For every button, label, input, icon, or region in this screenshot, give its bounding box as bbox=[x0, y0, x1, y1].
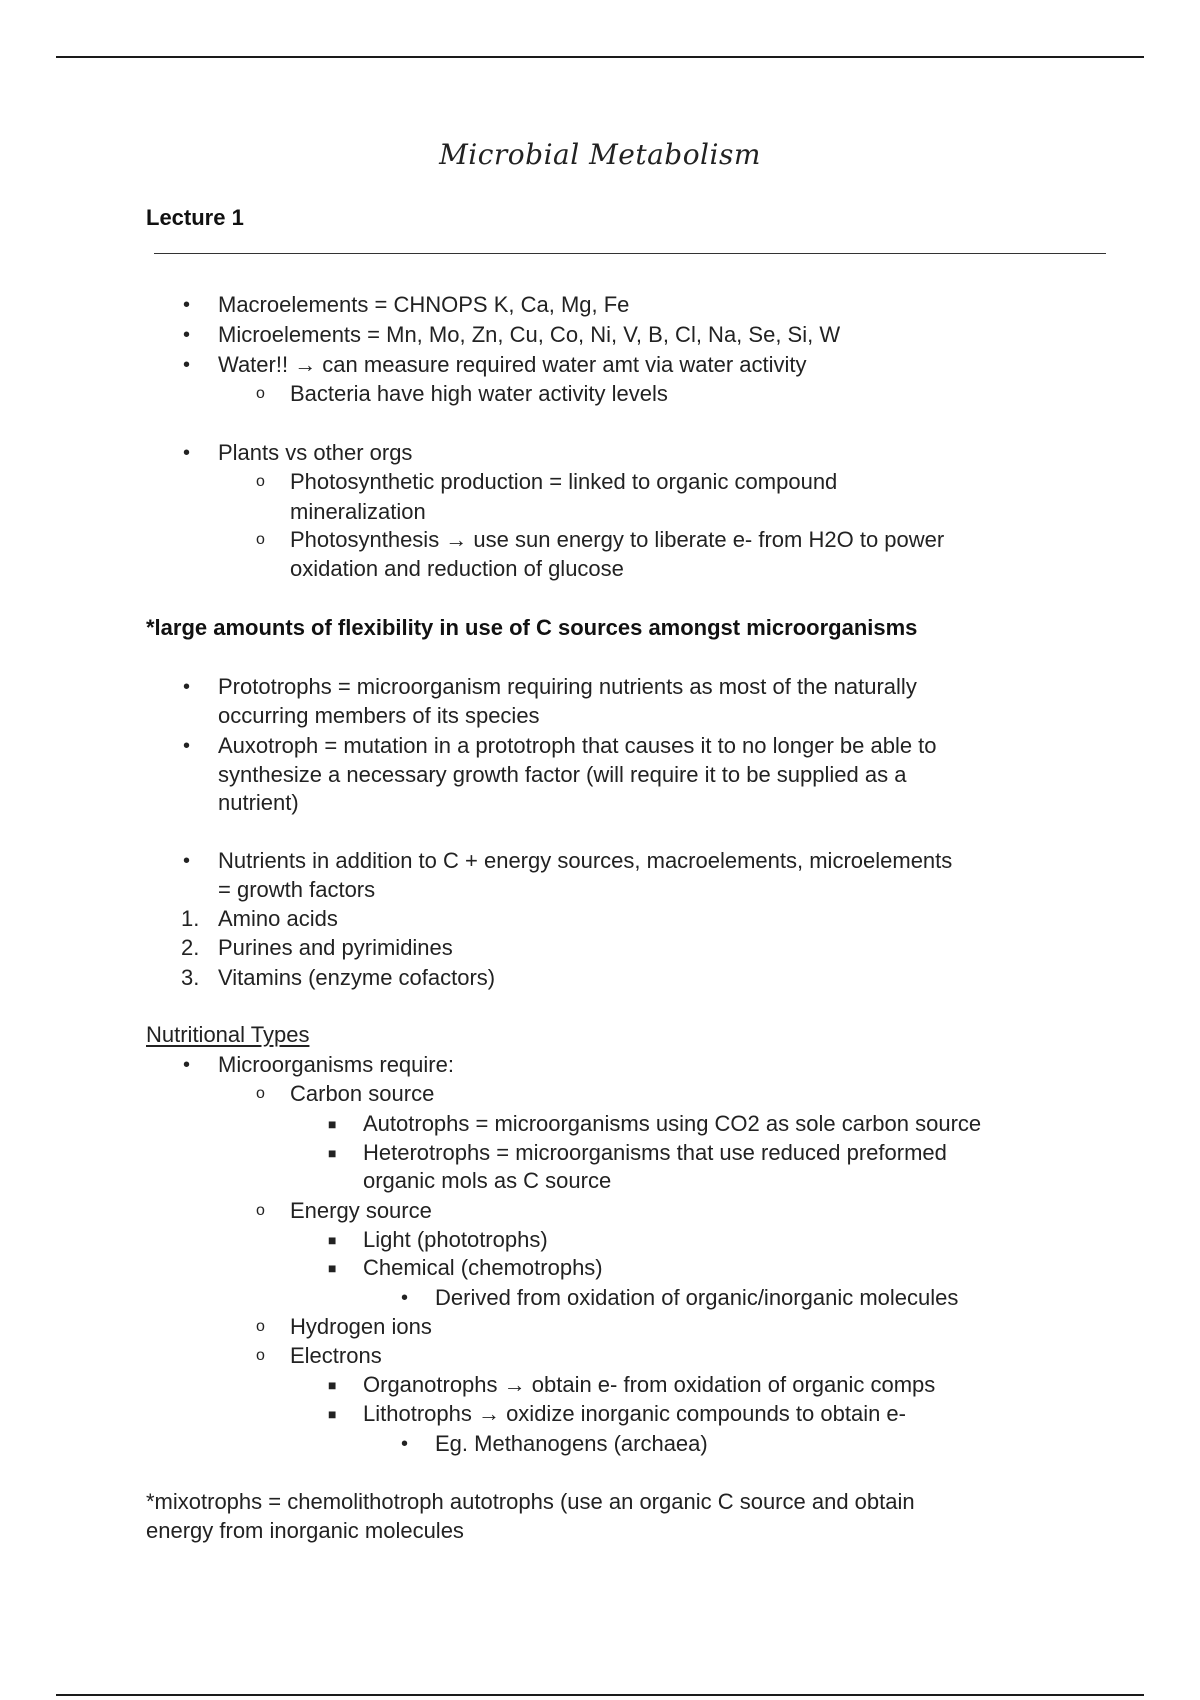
deep-item-methanogens: Eg. Methanogens (archaea) bbox=[435, 1431, 708, 1456]
sub-sub-item-lithotrophs: Lithotrophs → oxidize inorganic compounds to obtain e- bbox=[363, 1401, 906, 1426]
sub-item-hydrogen-ions: Hydrogen ions bbox=[290, 1314, 432, 1339]
sub-item-photosynthetic-production: Photosynthetic production = linked to organic compound bbox=[290, 469, 838, 494]
sub-sub-item-organotrophs: Organotrophs → obtain e- from oxidation of organic comps bbox=[363, 1372, 936, 1397]
bullet-marker: • bbox=[183, 442, 191, 464]
page-bottom-rule bbox=[56, 1694, 1144, 1696]
circle-marker: o bbox=[256, 1318, 265, 1335]
square-marker: ■ bbox=[328, 1377, 337, 1393]
square-marker: ■ bbox=[328, 1232, 337, 1248]
bullet-marker: • bbox=[183, 850, 191, 872]
sub-item-electrons: Electrons bbox=[290, 1343, 382, 1368]
bullet-marker: • bbox=[401, 1433, 409, 1455]
list-item-requires: Microorganisms require: bbox=[218, 1052, 454, 1077]
list-number: 1. bbox=[181, 906, 200, 931]
sub-item-photosynthetic-production-cont: mineralization bbox=[290, 499, 426, 524]
list-item-macroelements: Macroelements = CHNOPS K, Ca, Mg, Fe bbox=[218, 292, 630, 317]
list-item-auxotroph-cont: nutrient) bbox=[218, 790, 299, 815]
sub-item-energy-source: Energy source bbox=[290, 1198, 432, 1223]
circle-marker: o bbox=[256, 1347, 265, 1364]
bullet-marker: • bbox=[183, 735, 191, 757]
square-marker: ■ bbox=[328, 1406, 337, 1422]
note-flexibility: *large amounts of flexibility in use of C sources amongst microorganisms bbox=[146, 615, 918, 640]
note-mixotrophs: *mixotrophs = chemolithotroph autotrophs (use an organic C source and obtain bbox=[146, 1489, 915, 1514]
sub-item-water-activity: Bacteria have high water activity levels bbox=[290, 381, 668, 406]
sub-item-photosynthesis-cont: oxidation and reduction of glucose bbox=[290, 556, 624, 581]
bullet-marker: • bbox=[401, 1287, 409, 1309]
list-item-nutrients-cont: = growth factors bbox=[218, 877, 376, 902]
note-mixotrophs-cont: energy from inorganic molecules bbox=[146, 1518, 464, 1543]
deep-item-derived: Derived from oxidation of organic/inorganic molecules bbox=[435, 1285, 959, 1310]
lecture-heading: Lecture 1 bbox=[146, 205, 244, 230]
list-item-water: Water!! → can measure required water amt via water activity bbox=[218, 352, 807, 377]
sub-sub-item-heterotrophs-cont: organic mols as C source bbox=[363, 1168, 612, 1193]
page-title: Microbial Metabolism bbox=[439, 138, 761, 171]
list-item-plants: Plants vs other orgs bbox=[218, 440, 413, 465]
sub-sub-item-autotrophs: Autotrophs = microorganisms using CO2 as sole carbon source bbox=[363, 1111, 982, 1136]
list-item-prototrophs: Prototrophs = microorganism requiring nutrients as most of the naturally bbox=[218, 674, 917, 699]
numbered-item-amino-acids: Amino acids bbox=[218, 906, 338, 931]
header-rule bbox=[154, 253, 1106, 254]
sub-sub-item-heterotrophs: Heterotrophs = microorganisms that use reduced preformed bbox=[363, 1140, 947, 1165]
bullet-marker: • bbox=[183, 1054, 191, 1076]
list-item-microelements: Microelements = Mn, Mo, Zn, Cu, Co, Ni, V, B, Cl, Na, Se, Si, W bbox=[218, 322, 841, 347]
sub-item-carbon-source: Carbon source bbox=[290, 1081, 435, 1106]
bullet-marker: • bbox=[183, 676, 191, 698]
list-item-nutrients: Nutrients in addition to C + energy sources, macroelements, microelements bbox=[218, 848, 953, 873]
section-heading-nutritional-types: Nutritional Types bbox=[146, 1022, 310, 1047]
bullet-marker: • bbox=[183, 354, 191, 376]
bullet-marker: • bbox=[183, 324, 191, 346]
square-marker: ■ bbox=[328, 1260, 337, 1276]
page-top-rule bbox=[56, 56, 1144, 58]
circle-marker: o bbox=[256, 1085, 265, 1102]
circle-marker: o bbox=[256, 385, 265, 402]
list-item-auxotroph: Auxotroph = mutation in a prototroph that causes it to no longer be able to bbox=[218, 733, 937, 758]
circle-marker: o bbox=[256, 531, 265, 548]
list-item-auxotroph-cont: synthesize a necessary growth factor (will require it to be supplied as a bbox=[218, 762, 907, 787]
bullet-marker: • bbox=[183, 294, 191, 316]
square-marker: ■ bbox=[328, 1145, 337, 1161]
numbered-item-purines: Purines and pyrimidines bbox=[218, 935, 453, 960]
circle-marker: o bbox=[256, 473, 265, 490]
sub-sub-item-chemical: Chemical (chemotrophs) bbox=[363, 1255, 603, 1280]
list-item-prototrophs-cont: occurring members of its species bbox=[218, 703, 540, 728]
sub-sub-item-light: Light (phototrophs) bbox=[363, 1227, 548, 1252]
square-marker: ■ bbox=[328, 1116, 337, 1132]
circle-marker: o bbox=[256, 1202, 265, 1219]
numbered-item-vitamins: Vitamins (enzyme cofactors) bbox=[218, 965, 496, 990]
list-number: 3. bbox=[181, 965, 200, 990]
sub-item-photosynthesis: Photosynthesis → use sun energy to liberate e- from H2O to power bbox=[290, 527, 945, 552]
list-number: 2. bbox=[181, 935, 200, 960]
